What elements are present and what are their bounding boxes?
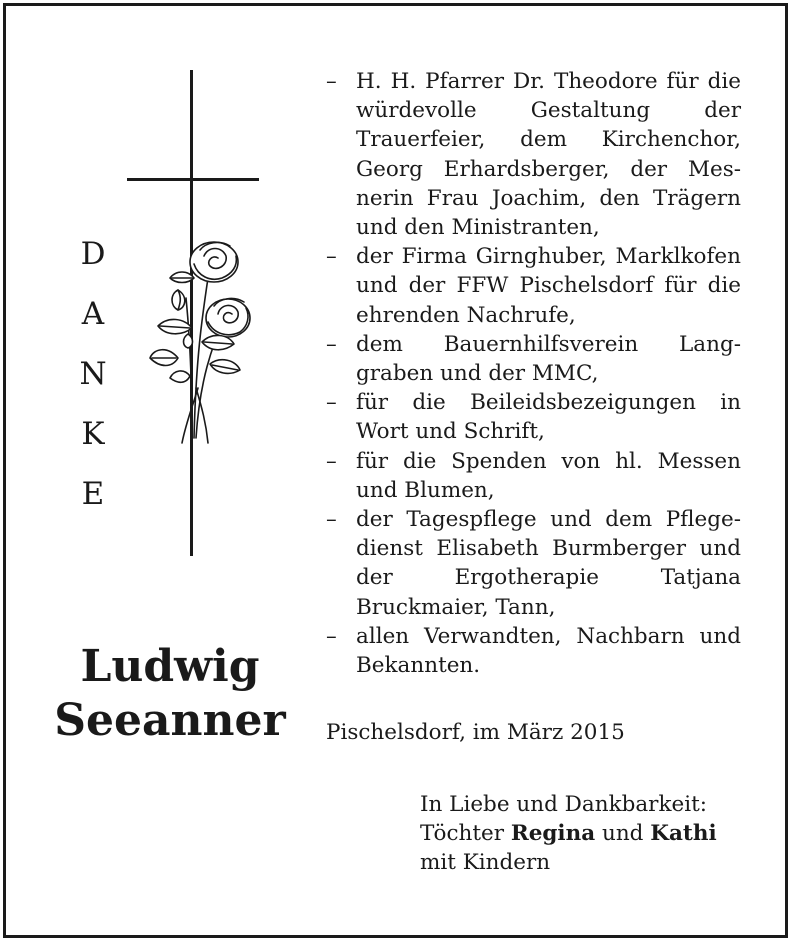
deceased-first-name: Ludwig — [80, 641, 260, 692]
list-item: – der Tagespflege und dem Pflegedienst Elisabeth Burmberger und der Ergotherapie Tatjana Bruckmaier, Tann, — [326, 505, 741, 622]
danke-letter: D — [80, 236, 106, 272]
list-item: – allen Verwandten, Nachbarn und Bekannten. — [326, 622, 741, 680]
word-and: und — [601, 821, 644, 846]
list-item: – dem Bauernhilfsverein Langgraben und der MMC, — [326, 330, 741, 388]
list-item: – der Firma Girnghuber, Marklkofen und der FFW Pischelsdorf für die ehrenden Nachrufe, — [326, 242, 741, 330]
list-item: – für die Spenden von hl. Messen und Blumen, — [326, 447, 741, 505]
danke-vertical — [78, 236, 108, 536]
list-item: – H. H. Pfarrer Dr. Theodore für die würdevolle Gestaltung der Trauerfeier, dem Kirchenchor, Georg Erhardsberger, der Mesnerin Frau Joachim, den Trägern und den Ministranten, — [326, 67, 741, 242]
deceased-last-name: Seeanner — [54, 695, 286, 746]
cross-icon-beam — [127, 178, 259, 181]
roses-icon — [148, 238, 254, 448]
danke-letter: A — [81, 296, 105, 332]
closing-greeting: In Liebe und Dankbarkeit: — [420, 792, 707, 817]
danke-letter: N — [79, 356, 107, 392]
signers-line — [420, 819, 717, 848]
daughter-name-1: Regina — [510, 821, 596, 846]
with-children: mit Kindern — [420, 850, 551, 875]
danke-letter: E — [81, 476, 105, 512]
list-item: – für die Beileidsbezeigungen in Wort und Schrift, — [326, 388, 741, 446]
daughter-name-2: Kathi — [650, 821, 717, 846]
thanks-list — [326, 67, 741, 680]
closing-signature — [420, 790, 717, 877]
word-daughters: Töchter — [420, 821, 504, 846]
deceased-name — [40, 640, 300, 748]
place-date: Pischelsdorf, im März 2015 — [326, 720, 625, 745]
danke-letter: K — [81, 416, 105, 452]
